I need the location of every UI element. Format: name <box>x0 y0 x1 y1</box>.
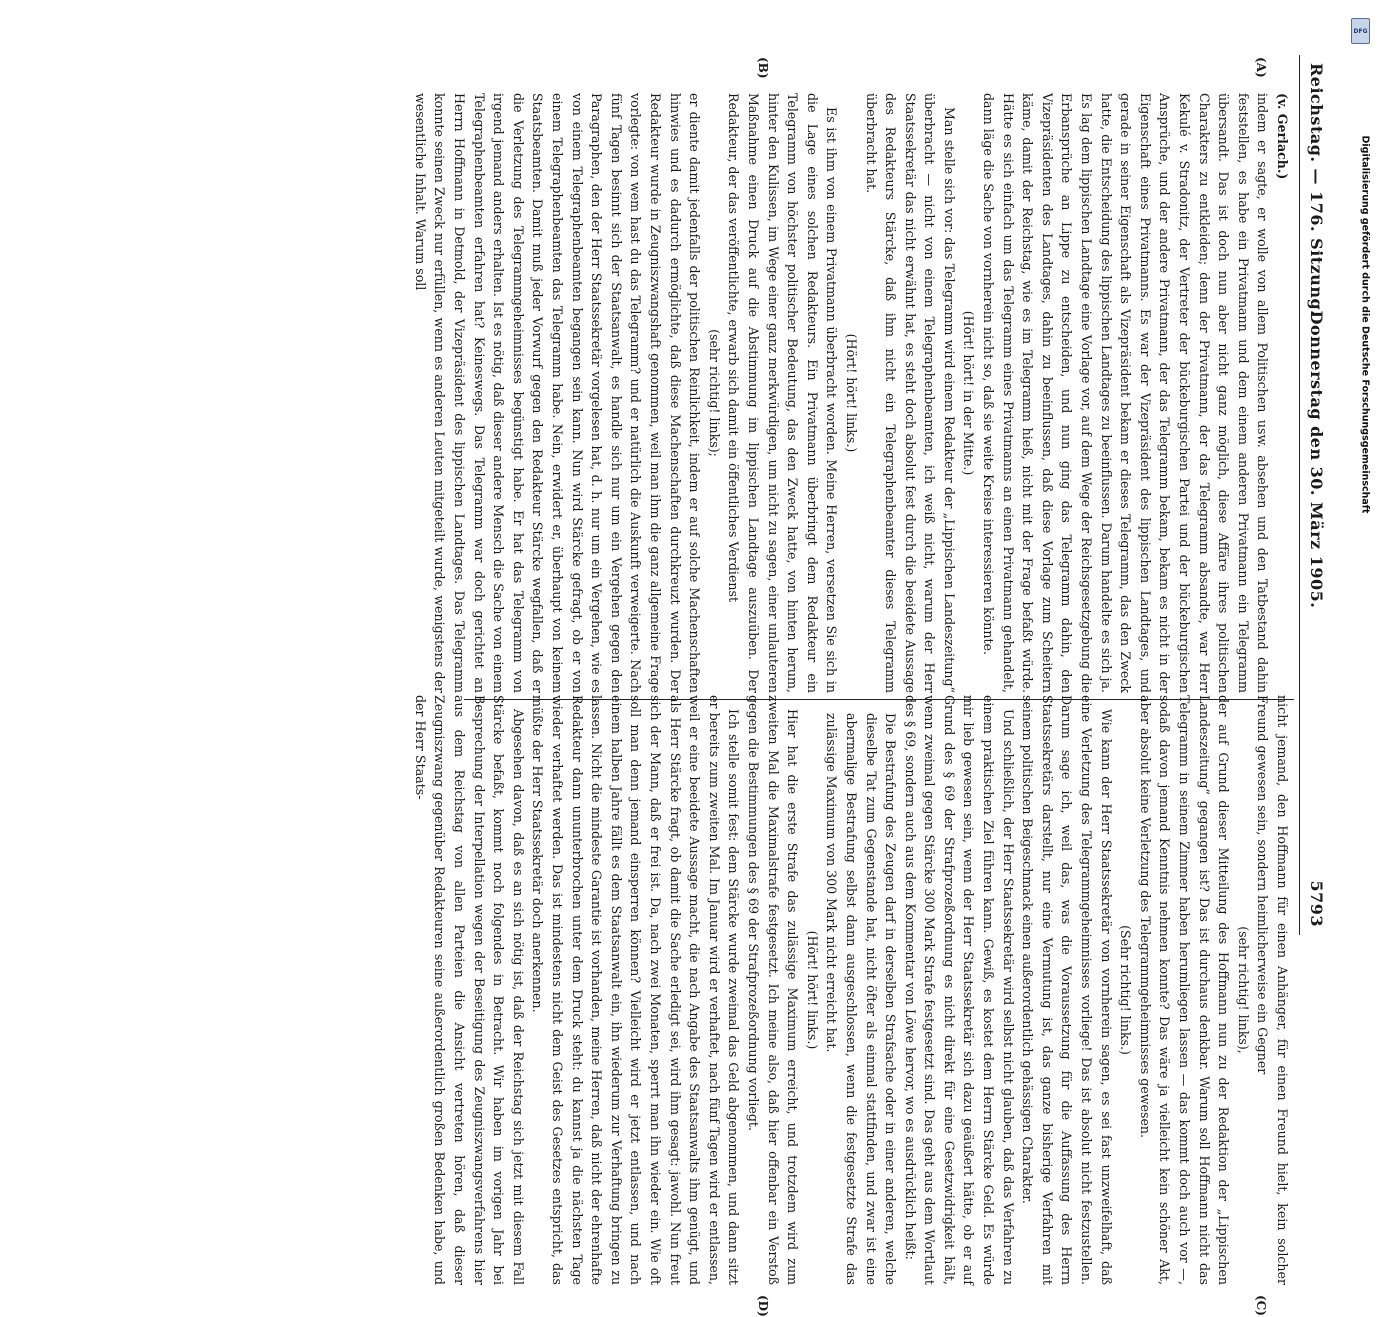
speaker-name: (v. Gerlach.) <box>1275 93 1290 180</box>
paragraph: nicht jemand, den Hoffmann für einen Anhänger, für einen Freund hielt, kein solcher Freund gewesen sein, sondern heimlicherweise ein Gegner <box>1255 695 1290 1285</box>
paragraph: Ich stelle somit fest: dem Stärcke wurde zweimal das Geld abgenommen, und dann sitzt er bereits zum zweiten Mal. Im Januar wird er verhaftet, nach fünf Tagen wird er entlassen, weil er eine beeidete Aussage macht, die nach Angabe des Staatsanwalts ihm genügt, und als Herr Stärcke fragt, ob damit die Sache erledigt sei, wird ihm gesagt: jawohl. Nun freut sich der Mann, daß er frei ist. Da, nach zwei Monaten, sperrt man ihn wieder ein. Wie oft soll man denn jemand einsperren können? Vielleicht wird er jetzt entlassen, und nach einem halben Jahre fällt es dem Staatsanwalt ein, ihn wiederum zur Verhaftung bringen zu lassen. Nicht die mindeste Garantie ist vorhanden, meine Herren, daß nicht der ehrenhafte Redakteur dann ununterbrochen unter dem Druck steht: du kannst ja die nächsten Tage wieder verhaftet werden. Das ist mindestens nicht dem Geist des Gesetzes entspricht, das müßte der Herr Staatssekretär doch anerkennen. <box>530 695 742 1285</box>
page-header <box>1299 55 1330 935</box>
digitization-sidebar <box>1345 10 1375 970</box>
text-column-right <box>412 695 1292 1285</box>
text-column-left <box>412 93 1292 693</box>
paragraph: Es ist ihm von einem Privatmann überbracht worden. Meine Herren, versetzen Sie sich in die Lage eines solchen Redakteurs. Ein Privatmann überbringt dem Redakteur ein Telegramm von höchster politischer Bedeutung, das den Zweck hatte, von hinten herum, hinter den Kulissen, im Wege einer ganz merkwürdigen, um nicht zu sagen, einer unlauteren Maßnahme einen Druck auf die Abstimmung im lippischen Landtage auszuüben. Der Redakteur, der das veröffentlichte, erwarb sich damit ein öffentliches Verdienst <box>726 93 840 693</box>
digitization-credit: Digitalisierung gefördert durch die Deutsche Forschungsgemeinschaft <box>1359 135 1371 514</box>
margin-letter-a: (A) <box>1254 57 1268 78</box>
interjection: (Hört! hört! links.) <box>843 333 859 453</box>
paragraph: er diente damit jedenfalls der politischen Reinlichkeit, indem er auf solche Machenschaften hinwies und es dadurch ermöglichte, daß diese Machenschaften durchkreuzt wurden. Der Redakteur wurde in Zeugniszwangshaft genommen, weil man ihm die ganz allgemeine Frage vorlegte: von wem hast du das Telegramm? und er natürlich die Auskunft verweigerte. Nach fünf Tagen besinnt sich der Staatsanwalt, es handle sich nur um ein Vergehen gegen den Paragraphen, den der Herr Staatssekretär vorgelesen hat, d. h. nur um ein Vergehen, wie es von einem Telegraphenbeamten begangen sein kann. Nun wird Stärcke gefragt, ob er von einem Telegraphenbeamten das Telegramm habe. Nein, erwidert er, überhaupt von keinem Staatsbeamten. Damit muß jeder Vorwurf gegen den Redakteur Stärcke wegfallen, daß er die Verletzung des Telegrammgeheimnisses begünstigt habe. Er hat das Telegramm von irgend jemand anders erhalten. Ist es nötig, daß dieser andere Mensch die Sache von einem Telegraphenbeamten erfahren hat? Keineswegs. Das Telegramm war doch gerichtet an Herrn Hoffmann in Detmold, der Vizepräsident des lippischen Landtages. Das Telegramm konnte seinen Zweck nur erfüllen, wenn es anderen Leuten mitgeteilt wurde, wenigstens der wesentliche Inhalt. Warum soll <box>412 93 703 693</box>
interjection: (sehr richtig! links); <box>706 329 722 457</box>
paragraph: indem er sagte, er wolle von allem Politischen usw. absehen und den Tatbestand dahin feststellen, es habe ein Privatmann und dem einem anderen Privatmann ein Telegramm übersandt. Das ist doch nun aber nicht ganz möglich, diese Affäre ihres politischen Charakters zu entkleiden; denn der Privatmann, der das Telegramm absandte, war Herr Kekulé v. Stradonitz, der Vertreter der bückeburgischen Partei und der bückeburgischen Ansprüche, und der andere Privatmann, der das Telegramm bekam, bekam es nicht in der Eigenschaft eines Privatmanns. Es war der Vizepräsident des lippischen Landtages, und gerade in seiner Eigenschaft als Vizepräsident bekam er dieses Telegramm, das den Zweck hatte, die Entscheidung des lippischen Landtages zu beeinflussen. Darum handelte es sich ja. Es lag dem lippischen Landtage eine Vorlage vor, auf dem Wege der Reichsgesetzgebung die Erbansprüche an Lippe zu entscheiden, und nun ging das Telegramm dahin, den Vizepräsidenten des Landtages, dahin zu beeinflussen, daß diese Vorlage zum Scheitern käme, damit der Reichstag, wie es im Telegramm hieß, nicht mit der Frage befaßt würde. Hätte es sich einfach um das Telegramm eines Privatmanns an einen Privatmann gehandelt, dann läge die Sache von vornherein nicht so, daß sie weite Kreise interessieren könnte. <box>981 93 1271 693</box>
page-number: 5793 <box>1307 880 1326 927</box>
header-right <box>1307 311 1326 927</box>
margin-letter-b: (B) <box>756 57 770 79</box>
interjection: (Hört! hört! links.) <box>804 930 820 1050</box>
interjection: (Hört! hört! in der Mitte.) <box>961 310 977 476</box>
interjection: (Sehr richtig! links.) <box>1118 925 1134 1055</box>
header-left: Reichstag. — 176. Sitzung. <box>1307 63 1326 317</box>
interjection: (sehr richtig! links), <box>1235 926 1251 1054</box>
margin-letter-d: (D) <box>756 1295 770 1317</box>
rotated-page <box>90 55 1330 1317</box>
paragraph: Hier hat die erste Strafe das zulässige Maximum erreicht, und trotzdem wird zum zweiten Mal die Maximalstrafe festgesetzt. Ich meine also, daß hier offenbar ein Verstoß gegen die Bestimmungen des § 69 der Strafprozeßordnung vorliegt. <box>745 695 801 1285</box>
paragraph: Abgesehen davon, daß es an sich nötig ist, daß der Reichstag sich jetzt mit diesem Fall Stärcke befaßt, kommt noch folgendes in Betracht. Wir haben im vorigen Jahr bei Besprechung der Interpellation wegen der Beseitigung des Zeugniszwangsverfahrens hier aus dem Reichstag von allen Parteien die Ansicht vertreten hören, daß dieser Zeugniszwang gegenüber Redakteuren seine außerordentlich großen Bedenken habe, und der Herr Staats- <box>412 695 526 1285</box>
paragraph: Wie kann der Herr Staatssekretär von vornherein sagen, es sei fast unzweifelhaft, daß eine Verletzung des Telegrammgeheimnisses vorliege! Das ist absolut nicht festzustellen. Darum sage ich, weil das, was die Voraussetzung für die Auffassung des Herrn Staatssekretärs darstellt, nur eine Vermutung ist, das ganze bisherige Verfahren mit seinem politischen Beigeschmack einen außerordentlich gehässigen Charakter. <box>1020 695 1114 1285</box>
header-date: Donnerstag den 30. März 1905. <box>1307 310 1326 609</box>
paragraph: Man stelle sich vor: das Telegramm wird einem Redakteur der „Lippischen Landeszeitung“ überbracht — nicht von einem Telegraphenbeamten, ich weiß nicht, warum der Herr Staatssekretär das nicht erwähnt hat, es steht doch absolut fest durch die beeidete Aussage des Redakteurs Stärcke, daß ihm nicht ein Telegraphenbeamter dieses Telegramm überbracht hat. <box>863 93 957 693</box>
margin-letter-c: (C) <box>1254 1295 1268 1316</box>
paragraph: der auf Grund dieser Mitteilung des Hoffmann nun zu der Redaktion der „Lippischen Landeszeitung“ gegangen ist? Das ist durchaus denkbar. Warum soll Hoffmann nicht das Telegramm in seinem Zimmer haben herumliegen lassen — das kommt doch auch vor —, sodaß davon jemand Kenntnis nehmen konnte? Das wäre ja vielleicht kein schöner Akt, aber absolut keine Verletzung des Telegrammgeheimnisses gewesen. <box>1137 695 1232 1285</box>
paragraph: Und schließlich, der Herr Staatssekretär wird selbst nicht glauben, daß das Verfahren zu einem praktischen Ziel führen kann. Gewiß, es kostet dem Herrn Stärcke Geld. Es würde mir lieb gewesen sein, wenn der Herr Staatssekretär sich dazu geäußert hätte, ob er auf Grund des § 69 der Strafprozeßordnung es nicht direkt für eine Gesetzwidrigkeit hält, wenn zweimal gegen Stärcke 300 Mark Strafe festgesetzt sind. Das geht aus dem Wortlaut des § 69, sondern auch aus dem Kommentar von Löwe hervor, wo es ausdrücklich heißt: <box>902 695 1016 1285</box>
quotation: Die Bestrafung des Zeugen darf in derselben Strafsache oder in einer anderen, welche dieselbe Tat zum Gegenstande hat, nicht öfter als einmal stattfinden, und zwar ist eine abermalige Bestrafung selbst dann ausgeschlossen, wenn die festgesetzte Strafe das zulässige Maximum von 300 Mark nicht erreicht hat. <box>824 713 899 1285</box>
dfg-logo: DFG <box>1351 18 1370 44</box>
